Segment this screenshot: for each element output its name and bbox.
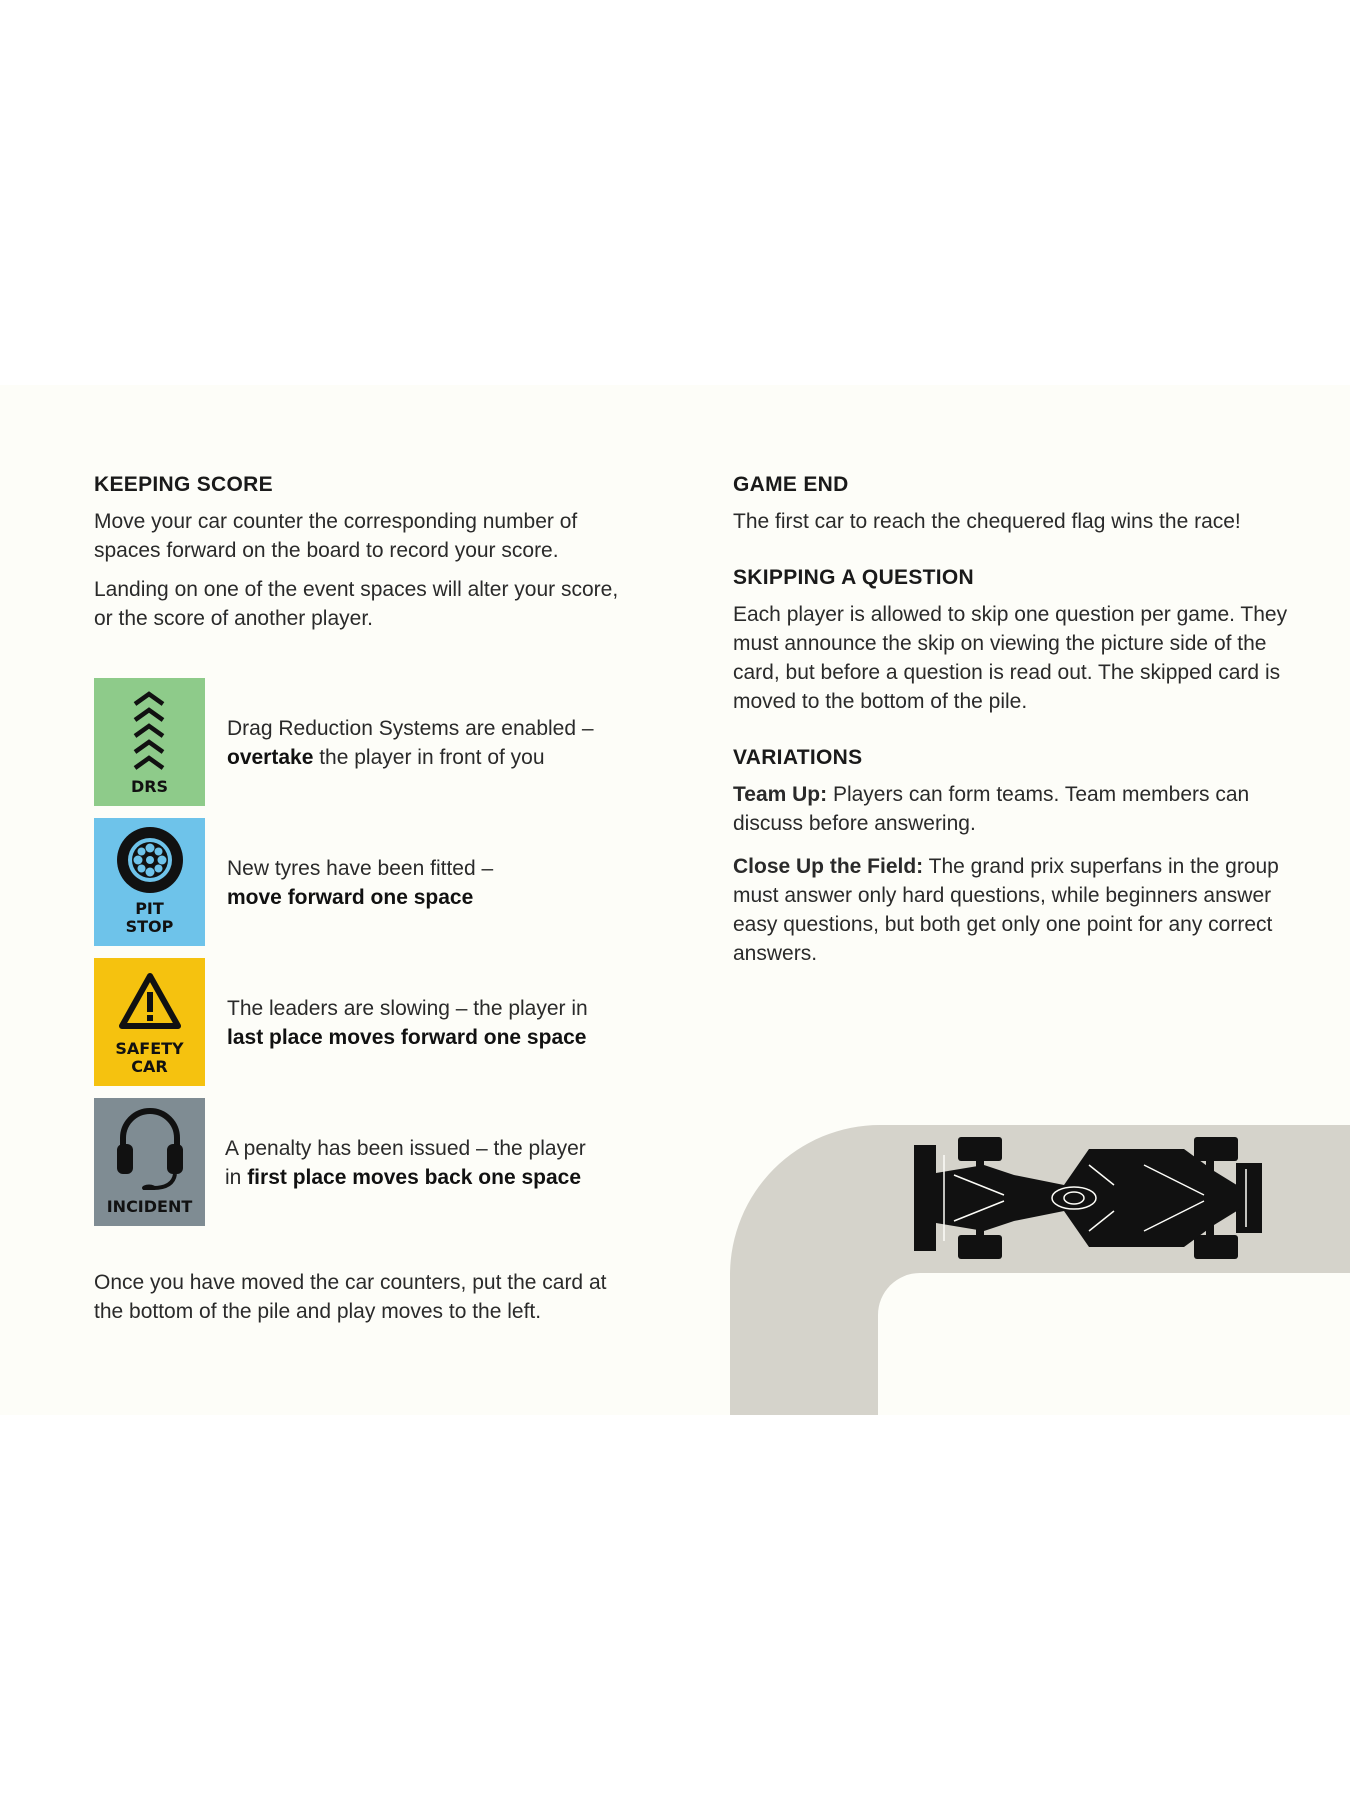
headset-icon [115, 1104, 185, 1190]
drs-label: DRS [130, 777, 169, 796]
incident-text-plain: A penalty has been issued – the player [225, 1137, 586, 1160]
variations-heading: VARIATIONS [733, 746, 863, 769]
event-safety-car [94, 958, 654, 1086]
drs-text-after: the player in front of you [313, 746, 545, 769]
pit-stop-label: PIT STOP [125, 899, 174, 936]
incident-tile [94, 1098, 205, 1226]
f1-car-icon [914, 1135, 1264, 1261]
pit-stop-text-plain: New tyres have been fitted – [227, 857, 494, 880]
drs-tile [94, 678, 205, 806]
drs-text-bold: overtake [227, 746, 314, 769]
safety-car-description [227, 994, 647, 1052]
pit-stop-text-bold: move forward one space [227, 886, 474, 909]
incident-text-lead: in [225, 1166, 248, 1189]
close-up-title: Close Up the Field: [733, 855, 924, 878]
chevrons-up-icon [129, 690, 169, 772]
team-up-text: Players can form teams. Team members can discuss before answering. [733, 783, 1250, 835]
variation-close-up [733, 852, 1293, 968]
team-up-title: Team Up: [733, 783, 828, 806]
safety-car-text-bold: last place moves forward one space [227, 1026, 587, 1049]
footer-note: Once you have moved the car counters, put the card at the bottom of the pile and play moves to the left. [94, 1271, 607, 1323]
race-track-illustration [730, 1125, 1350, 1415]
incident-description [225, 1134, 645, 1192]
event-incident [94, 1098, 654, 1226]
safety-car-tile [94, 958, 205, 1086]
keeping-score-para1: Move your car counter the corresponding number of spaces forward on the board to record your score. [94, 510, 578, 562]
incident-label: INCIDENT [106, 1197, 193, 1216]
game-end-text: The first car to reach the chequered flag wins the race! [733, 510, 1241, 533]
event-pit-stop [94, 818, 654, 946]
safety-car-label: SAFETY CAR [115, 1039, 184, 1076]
game-end-heading: GAME END [733, 473, 849, 496]
rules-page [0, 385, 1350, 1415]
skipping-text: Each player is allowed to skip one question per game. They must announce the skip on viewing the picture side of the card, but before a question is read out. The skipped card is moved to the bottom of the pile. [733, 603, 1288, 713]
keeping-score-heading: KEEPING SCORE [94, 473, 273, 496]
pit-stop-description [227, 854, 647, 912]
drs-text-plain: Drag Reduction Systems are enabled – [227, 717, 594, 740]
warning-icon [118, 972, 182, 1030]
close-up-text: The grand prix superfans in the group must answer only hard questions, while beginners answer easy questions, but both get only one point for any correct answers. [733, 855, 1279, 965]
variation-team-up [733, 780, 1293, 838]
right-column [733, 473, 1293, 968]
keeping-score-para2: Landing on one of the event spaces will alter your score, or the score of another player. [94, 578, 619, 630]
keeping-score-section [94, 473, 634, 633]
pit-stop-tile [94, 818, 205, 946]
drs-description [227, 714, 647, 772]
tyre-icon [116, 826, 184, 894]
incident-text-bold: first place moves back one space [247, 1166, 582, 1189]
event-drs [94, 678, 654, 806]
footer-note-section [94, 1268, 634, 1326]
safety-car-text-plain: The leaders are slowing – the player in [227, 997, 588, 1020]
skipping-heading: SKIPPING A QUESTION [733, 566, 975, 589]
